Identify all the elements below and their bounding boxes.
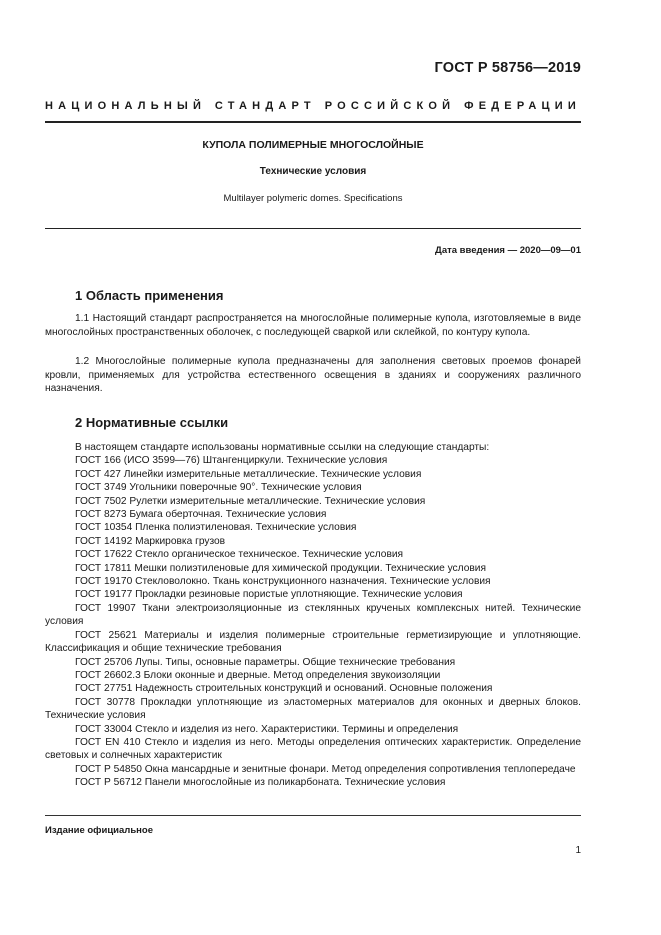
list-item: ГОСТ 26602.3 Блоки оконные и дверные. Метод определения звукоизоляции xyxy=(75,669,441,681)
list-item: ГОСТ 33004 Стекло и изделия из него. Характеристики. Термины и определения xyxy=(75,723,459,735)
list-item: ГОСТ 3749 Угольники поверочные 90°. Технические условия xyxy=(75,482,362,494)
paragraph-1-1-text: 1.1 Настоящий стандарт распространяется на многослойные полимерные купола, изготовляемые в виде многослойных пространственных оболочек, с последующей сваркой или склейкой, по контуру купола. xyxy=(45,313,581,338)
footer-divider xyxy=(45,815,581,816)
edition-note: Издание официальное xyxy=(45,825,153,836)
list-item: ГОСТ 17622 Стекло органическое техническое. Технические условия xyxy=(75,549,404,561)
list-item: ГОСТ 8273 Бумага оберточная. Технические условия xyxy=(75,509,327,521)
list-item: ГОСТ 19907 Ткани электроизоляционные из стеклянных крученых комплексных нитей. Технические условия xyxy=(45,602,581,628)
list-item: ГОСТ 7502 Рулетки измерительные металлические. Технические условия xyxy=(75,495,426,507)
list-item: ГОСТ 427 Линейки измерительные металлические. Технические условия xyxy=(75,468,422,480)
list-item: ГОСТ 25706 Лупы. Типы, основные параметры. Общие технические требования xyxy=(75,656,456,668)
list-item: ГОСТ 27751 Надежность строительных конструкций и оснований. Основные положения xyxy=(75,683,493,695)
document-subtitle: Технические условия xyxy=(259,166,367,177)
paragraph-1-2-text: 1.2 Многослойные полимерные купола предназначены для заполнения световых проемов фонарей кровли, применяемых для устройства естественного освещения в зданиях и сооружениях различного назначения. xyxy=(45,356,581,395)
document-code: ГОСТ Р 58756—2019 xyxy=(434,60,581,76)
list-item: ГОСТ 19170 Стекловолокно. Ткань конструкционного назначения. Технические условия xyxy=(75,576,491,588)
list-item: ГОСТ EN 410 Стекло и изделия из него. Методы определения оптических характеристик. Определение световых и солнечных характеристик xyxy=(45,736,581,762)
english-title: Multilayer polymeric domes. Specifications xyxy=(223,193,403,204)
title-divider xyxy=(45,228,581,229)
introduction-date: Дата введения — 2020—09—01 xyxy=(435,245,581,256)
paragraph-1-2 xyxy=(45,355,581,396)
document-title: КУПОЛА ПОЛИМЕРНЫЕ МНОГОСЛОЙНЫЕ xyxy=(202,139,424,151)
section-2-title: 2 Нормативные ссылки xyxy=(75,415,229,430)
list-item: ГОСТ 25621 Материалы и изделия полимерные строительные герметизирующие и уплотняющие. Классификация и общие технические требования xyxy=(45,629,581,655)
page-number: 1 xyxy=(575,845,581,856)
list-item: ГОСТ 166 (ИСО 3599—76) Штангенциркули. Технические условия xyxy=(75,455,388,467)
paragraph-1-1 xyxy=(45,312,581,339)
references-intro: В настоящем стандарте использованы нормативные ссылки на следующие стандарты: xyxy=(75,442,490,453)
list-item: ГОСТ 10354 Пленка полиэтиленовая. Технические условия xyxy=(75,522,357,534)
normative-references-list xyxy=(45,441,581,790)
list-item: ГОСТ Р 54850 Окна мансардные и зенитные фонари. Метод определения сопротивления теплопередаче xyxy=(75,763,576,775)
header-divider xyxy=(45,121,581,123)
list-item: ГОСТ 14192 Маркировка грузов xyxy=(75,535,226,547)
section-1-title: 1 Область применения xyxy=(75,288,224,303)
list-item: ГОСТ 19177 Прокладки резиновые пористые уплотняющие. Технические условия xyxy=(75,589,463,601)
list-item: ГОСТ 17811 Мешки полиэтиленовые для химической продукции. Технические условия xyxy=(75,562,486,574)
list-item: ГОСТ Р 56712 Панели многослойные из поликарбоната. Технические условия xyxy=(75,777,446,789)
list-item: ГОСТ 30778 Прокладки уплотняющие из эластомерных материалов для оконных и дверных блоков. Технические условия xyxy=(45,696,581,722)
national-standard-heading: НАЦИОНАЛЬНЫЙ СТАНДАРТ РОССИЙСКОЙ ФЕДЕРАЦИИ xyxy=(45,100,581,112)
